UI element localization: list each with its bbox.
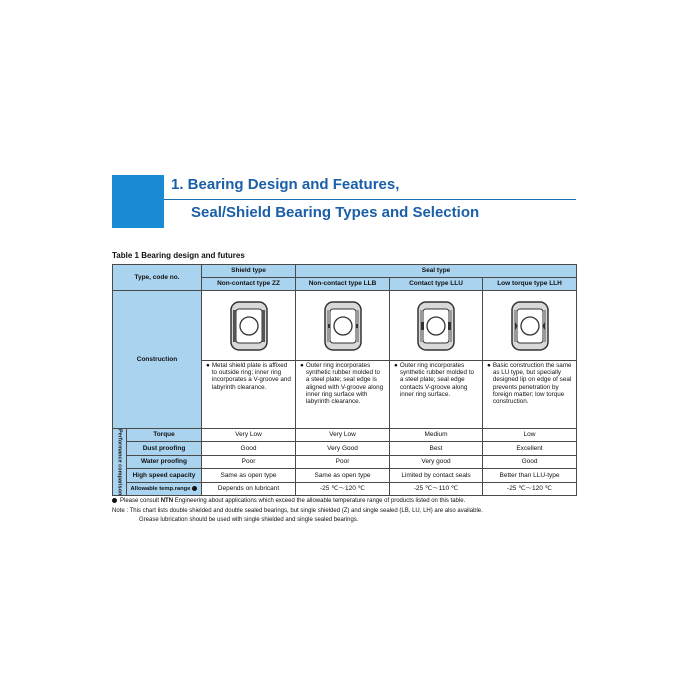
cell: Very good xyxy=(390,455,483,468)
bullet-icon: ● xyxy=(300,362,304,369)
page-title-line-2: Seal/Shield Bearing Types and Selection xyxy=(191,204,480,221)
corner-label: Type, code no. xyxy=(113,265,202,291)
cell: Very Low xyxy=(296,429,390,442)
header-rule xyxy=(164,199,576,200)
cell: Excellent xyxy=(483,442,577,455)
bearing-image-llu xyxy=(390,291,483,361)
footnote-text: Engineering about applications which exceed the allowable temperature range of products listed on this table. xyxy=(173,498,466,504)
table-caption: Table 1 Bearing design and futures xyxy=(112,251,245,260)
cell: Very Low xyxy=(202,429,296,442)
bearing-image-zz xyxy=(202,291,296,361)
construction-label: Construction xyxy=(113,291,202,429)
footnote-text: Please consult xyxy=(120,498,161,504)
bearing-cross-section-llb-icon xyxy=(323,300,363,352)
col-header-zz: Non-contact type ZZ xyxy=(202,278,296,291)
description-llb xyxy=(296,361,390,429)
col-header-llh: Low torque type LLH xyxy=(483,278,577,291)
bullet-icon: ● xyxy=(206,362,210,369)
info-dot-icon xyxy=(192,486,197,491)
col-header-llb: Non-contact type LLB xyxy=(296,278,390,291)
bearing-image-llb xyxy=(296,291,390,361)
table-row-torque xyxy=(113,429,577,442)
description-text: Outer ring incorporates synthetic rubber molded to a steel plate; seal edge is aligned with V-groove along inner ring surface with labyrinth clearance. xyxy=(305,362,384,406)
description-text: Metal shield plate is affixed to outside ring; inner ring incorporates a V-groove and labyrinth clearance. xyxy=(211,362,291,391)
description-zz xyxy=(202,361,296,429)
cell: Better than LLU-type xyxy=(483,469,577,482)
cell: Same as open type xyxy=(296,469,390,482)
bearing-image-llh xyxy=(483,291,577,361)
col-header-llu: Contact type LLU xyxy=(390,278,483,291)
footnotes xyxy=(112,497,483,526)
brand-name: NTN xyxy=(160,498,174,504)
cell: Good xyxy=(202,442,296,455)
cell: Limited by contact seals xyxy=(390,469,483,482)
row-label-temp xyxy=(127,482,202,496)
row-label-temp-text: Allowable temp.range xyxy=(130,485,191,492)
cell: Same as open type xyxy=(202,469,296,482)
row-label-torque: Torque xyxy=(127,429,202,442)
description-llu xyxy=(390,361,483,429)
description-text: Outer ring incorporates synthetic rubber molded to a steel plate; seal edge contacts V-groove along inner ring surface. xyxy=(399,362,475,398)
header-accent-block xyxy=(112,175,164,228)
table-row-dust xyxy=(113,442,577,455)
performance-comparison-text: Performance comparison xyxy=(116,429,123,496)
construction-image-row xyxy=(113,291,577,361)
cell: Good xyxy=(483,455,577,468)
bullet-icon: ● xyxy=(394,362,398,369)
cell: Medium xyxy=(390,429,483,442)
table-row-water xyxy=(113,455,577,468)
table-row-speed xyxy=(113,469,577,482)
cell: Best xyxy=(390,442,483,455)
bearing-cross-section-llu-icon xyxy=(416,300,456,352)
footnote-note: Note : This chart lists double shielded and double sealed bearings, but single shielded (Z) and single sealed (LB, LU, LH) are also available. xyxy=(112,507,483,514)
table-row-temp xyxy=(113,482,577,496)
footnote-temperature xyxy=(112,497,483,507)
cell: Depends on lubricant xyxy=(202,482,296,496)
cell: Poor xyxy=(202,455,296,468)
cell: Very Good xyxy=(296,442,390,455)
cell: Low xyxy=(483,429,577,442)
table-header-row xyxy=(113,265,577,278)
cell: Poor xyxy=(296,455,390,468)
info-dot-icon xyxy=(112,498,117,503)
row-label-water: Water proofing xyxy=(127,455,202,468)
shield-type-header: Shield type xyxy=(202,265,296,278)
bearing-cross-section-zz-icon xyxy=(229,300,269,352)
performance-comparison-label xyxy=(113,429,127,496)
cell: -25 ℃～110 ℃ xyxy=(390,482,483,496)
cell: -25 ℃～120 ℃ xyxy=(483,482,577,496)
seal-type-header: Seal type xyxy=(296,265,577,278)
footnote-grease: Grease lubrication should be used with single shielded and single sealed bearings. xyxy=(139,517,359,523)
bearing-cross-section-llh-icon xyxy=(510,300,550,352)
description-llh xyxy=(483,361,577,429)
row-label-speed: High speed capacity xyxy=(127,469,202,482)
bearing-table xyxy=(112,264,577,496)
bullet-icon: ● xyxy=(487,362,491,369)
page-title-line-1: 1. Bearing Design and Features, xyxy=(171,176,400,193)
cell: -25 ℃～120 ℃ xyxy=(296,482,390,496)
description-text: Basic construction the same as LU type, but specially designed lip on edge of seal prevents penetration by foreign matter; low torque construction. xyxy=(492,362,572,406)
row-label-dust: Dust proofing xyxy=(127,442,202,455)
